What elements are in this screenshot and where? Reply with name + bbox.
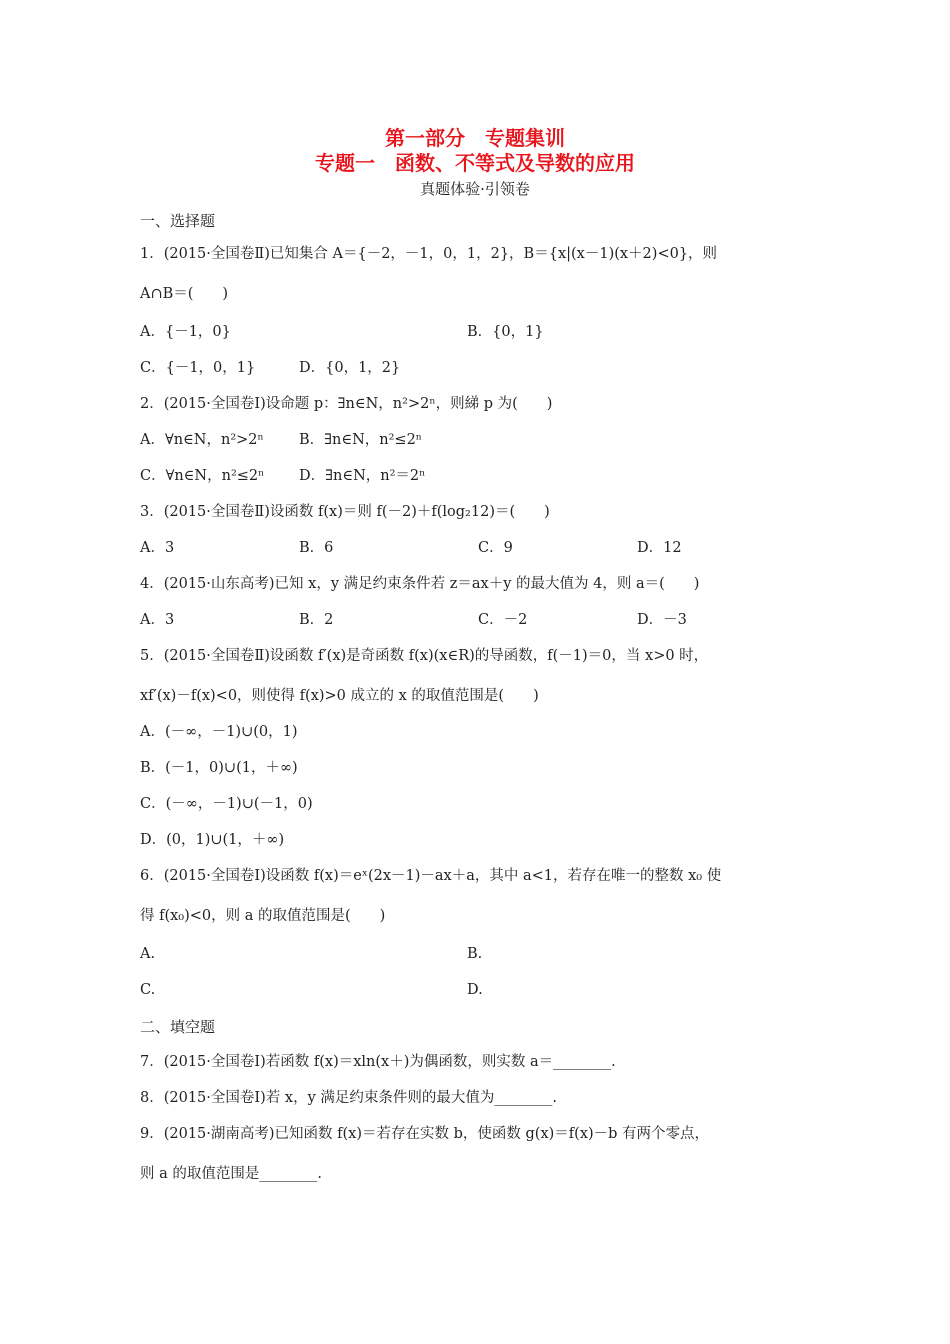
q2-option-d: D．∃n∈N，n²＝2ⁿ — [299, 468, 426, 484]
q7-stem-line1: 7．(2015·全国卷Ⅰ)若函数 f(x)＝xln(x＋)为偶函数，则实数 a＝________. — [140, 1054, 616, 1070]
section-fill-heading: 二、填空题 — [140, 1018, 216, 1036]
q4-option-a: A．3 — [140, 612, 175, 628]
q1-option-a: A．{－1，0} — [140, 324, 231, 340]
q3-option-a: A．3 — [140, 540, 175, 556]
q5-stem-line1: 5．(2015·全国卷Ⅱ)设函数 f′(x)是奇函数 f(x)(x∈R)的导函数，f(－1)＝0，当 x>0 时， — [140, 648, 709, 664]
q5-option-a: A．(－∞，－1)∪(0，1) — [140, 724, 298, 740]
q4-option-d: D．－3 — [637, 612, 687, 628]
q1-stem-line2: A∩B＝( ) — [140, 286, 229, 302]
q5-stem-line2: xf′(x)－f(x)<0，则使得 f(x)>0 成立的 x 的取值范围是( ) — [140, 688, 539, 704]
subtitle: 真题体验·引领卷 — [420, 180, 530, 198]
q6-stem-line1: 6．(2015·全国卷Ⅰ)设函数 f(x)＝eˣ(2x－1)－ax＋a，其中 a<1，若存在唯一的整数 x₀ 使 — [140, 868, 722, 884]
q9-stem-line2: 则 a 的取值范围是________. — [140, 1166, 322, 1182]
q8-stem-line1: 8．(2015·全国卷Ⅰ)若 x，y 满足约束条件则的最大值为________. — [140, 1090, 557, 1106]
q3-option-b: B．6 — [299, 540, 334, 556]
q6-option-b: B. — [467, 946, 483, 962]
q9-stem-line1: 9．(2015·湖南高考)已知函数 f(x)＝若存在实数 b，使函数 g(x)＝f(x)－b 有两个零点， — [140, 1126, 710, 1142]
q2-option-a: A．∀n∈N，n²>2ⁿ — [140, 432, 264, 448]
q4-stem-line1: 4．(2015·山东高考)已知 x，y 满足约束条件若 z＝ax＋y 的最大值为 4，则 a＝( ) — [140, 576, 700, 592]
q5-option-b: B．(－1，0)∪(1，＋∞) — [140, 760, 298, 776]
q5-option-c: C．(－∞，－1)∪(－1，0) — [140, 796, 313, 812]
q6-stem-line2: 得 f(x₀)<0，则 a 的取值范围是( ) — [140, 908, 386, 924]
q5-option-d: D．(0，1)∪(1，＋∞) — [140, 832, 285, 848]
part-title: 第一部分 专题集训 — [385, 126, 565, 150]
topic-title: 专题一 函数、不等式及导数的应用 — [315, 151, 635, 175]
q3-option-d: D．12 — [637, 540, 682, 556]
q1-stem-line1: 1．(2015·全国卷Ⅱ)已知集合 A＝{－2，－1，0，1，2}，B＝{x|(x－1)(x＋2)<0}，则 — [140, 246, 718, 262]
q1-option-b: B．{0，1} — [467, 324, 544, 340]
q4-option-c: C．－2 — [478, 612, 528, 628]
q6-option-a: A. — [140, 946, 156, 962]
q1-option-d: D．{0，1，2} — [299, 360, 401, 376]
section-choice-heading: 一、选择题 — [140, 212, 216, 230]
q4-option-b: B．2 — [299, 612, 334, 628]
q3-stem-line1: 3．(2015·全国卷Ⅱ)设函数 f(x)＝则 f(－2)＋f(log₂12)＝( ) — [140, 504, 550, 520]
q1-option-c: C．{－1，0，1} — [140, 360, 256, 376]
q2-option-b: B．∃n∈N，n²≤2ⁿ — [299, 432, 423, 448]
q2-option-c: C．∀n∈N，n²≤2ⁿ — [140, 468, 265, 484]
q2-stem-line1: 2．(2015·全国卷Ⅰ)设命题 p：∃n∈N，n²>2ⁿ，则綈 p 为( ) — [140, 396, 553, 412]
q6-option-d: D. — [467, 982, 483, 998]
q6-option-c: C. — [140, 982, 156, 998]
q3-option-c: C．9 — [478, 540, 513, 556]
